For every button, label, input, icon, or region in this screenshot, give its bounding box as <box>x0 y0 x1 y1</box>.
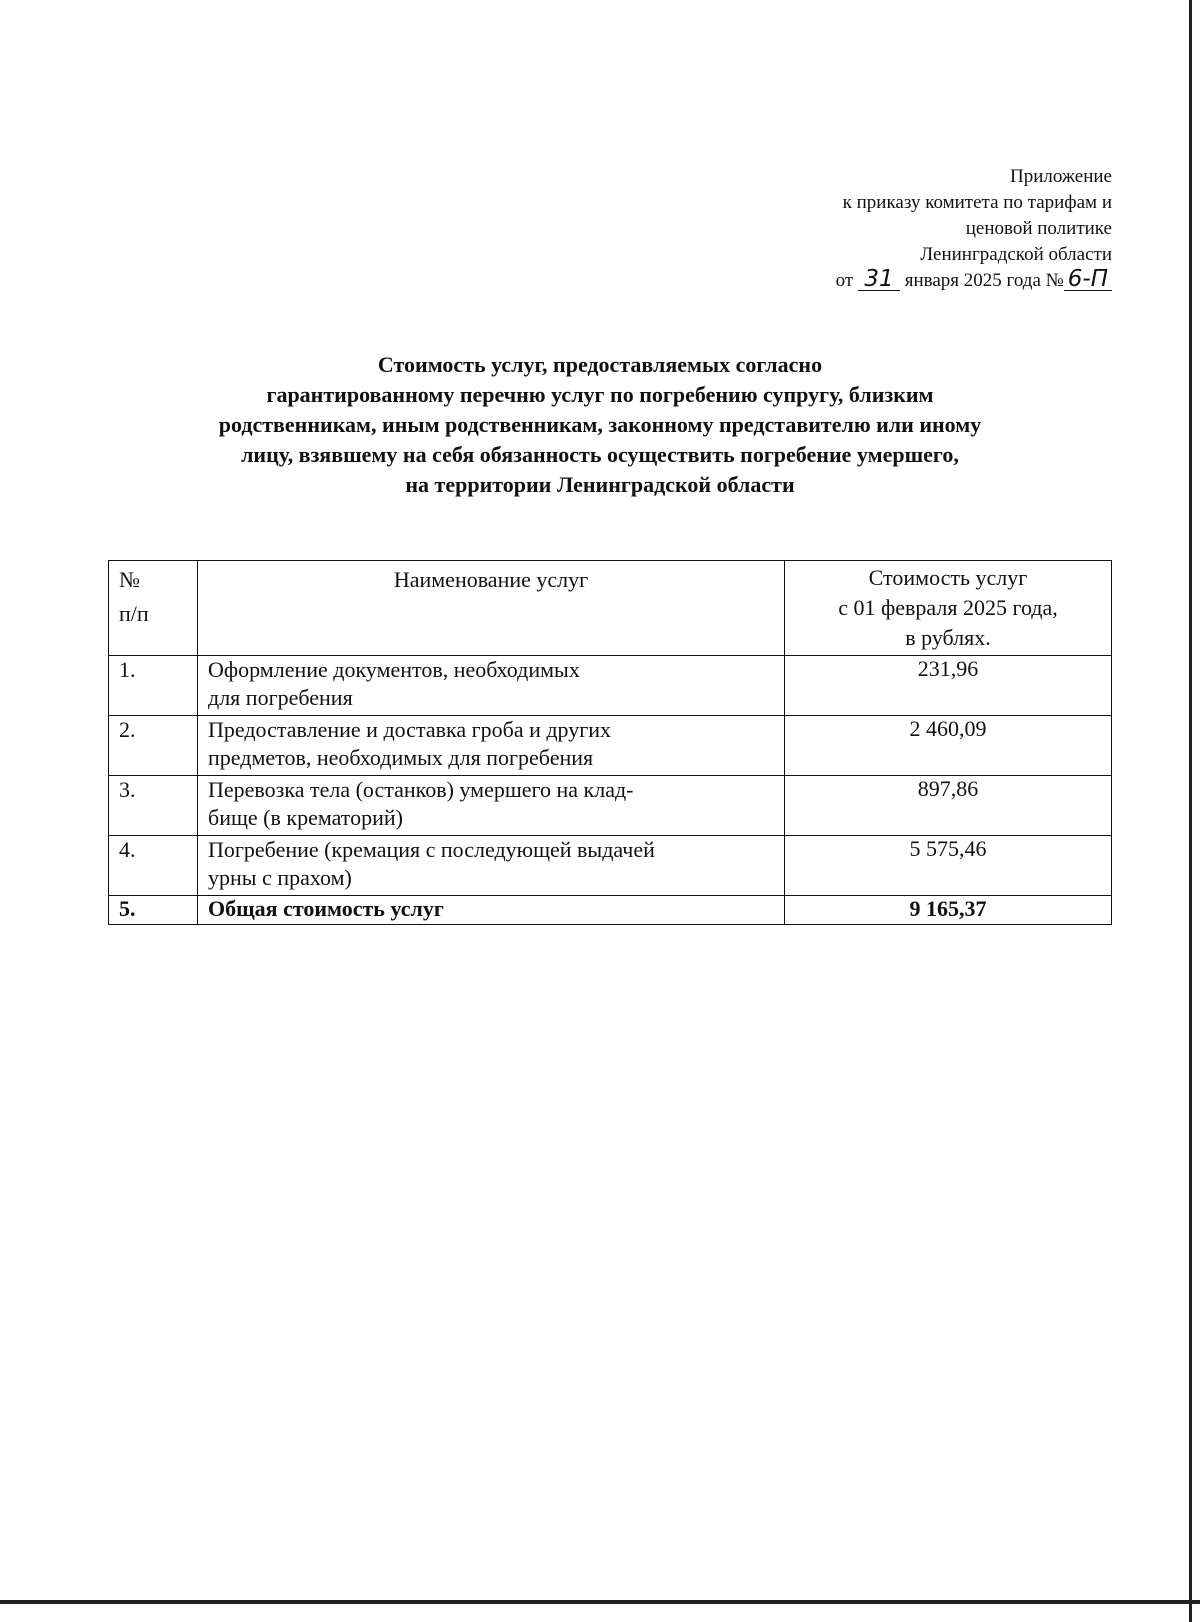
header-num-symbol: № <box>119 567 140 592</box>
table-row <box>109 716 1112 776</box>
header-cost-line-1: Стоимость услуг <box>868 565 1028 590</box>
row-name-line-1: Погребение (кремация с последующей выдачей <box>208 837 655 862</box>
header-name: Наименование услуг <box>198 561 785 656</box>
title-line-1: Стоимость услуг, предоставляемых согласно <box>377 352 823 377</box>
row-name-line-2: бище (в крематорий) <box>208 805 404 830</box>
row-name <box>198 656 785 716</box>
header-cost-line-3: в рублях. <box>905 625 991 650</box>
scan-edge-line <box>1189 0 1192 1622</box>
appendix-region-line: Ленинградской области <box>920 244 1112 265</box>
appendix-order-line: к приказу комитета по тарифам и <box>842 192 1112 213</box>
date-middle: января 2025 года № <box>904 270 1064 291</box>
table-header-row <box>109 561 1112 656</box>
row-cost: 897,86 <box>785 776 1112 836</box>
price-table <box>108 560 1112 925</box>
header-cost <box>785 561 1112 656</box>
total-cost: 9 165,37 <box>785 896 1112 925</box>
table-row <box>109 836 1112 896</box>
header-num <box>109 561 198 656</box>
title-line-5: на территории Ленинградской области <box>405 472 795 497</box>
row-name-line-1: Перевозка тела (останков) умершего на клад- <box>208 777 634 802</box>
row-num: 1. <box>109 656 198 716</box>
appendix-block <box>836 164 1112 294</box>
row-cost: 231,96 <box>785 656 1112 716</box>
appendix-date-line <box>836 268 1112 294</box>
title-line-4: лицу, взявшему на себя обязанность осуществить погребение умершего, <box>241 442 959 467</box>
row-num: 4. <box>109 836 198 896</box>
row-name-line-2: предметов, необходимых для погребения <box>208 745 594 770</box>
header-cost-line-2: с 01 февраля 2025 года, <box>838 595 1058 620</box>
document-title <box>100 350 1100 500</box>
row-name-line-1: Предоставление и доставка гроба и других <box>208 717 612 742</box>
date-prefix: от <box>835 270 854 291</box>
row-name-line-1: Оформление документов, необходимых <box>208 657 580 682</box>
row-name <box>198 716 785 776</box>
title-line-3: родственникам, иным родственникам, законному представителю или иному <box>218 412 982 437</box>
table-row <box>109 776 1112 836</box>
appendix-heading: Приложение <box>1010 166 1112 187</box>
handwritten-order-number: 6-П <box>1064 268 1112 291</box>
table-total-row <box>109 896 1112 925</box>
row-name <box>198 836 785 896</box>
row-cost: 5 575,46 <box>785 836 1112 896</box>
handwritten-day: 31 <box>858 268 900 291</box>
total-num: 5. <box>109 896 198 925</box>
total-label: Общая стоимость услуг <box>198 896 785 925</box>
row-name-line-2: для погребения <box>208 685 353 710</box>
row-num: 3. <box>109 776 198 836</box>
row-num: 2. <box>109 716 198 776</box>
row-cost: 2 460,09 <box>785 716 1112 776</box>
scan-bottom-line <box>0 1600 1200 1604</box>
title-line-2: гарантированному перечню услуг по погребению супругу, близким <box>266 382 934 407</box>
row-name-line-2: урны с прахом) <box>208 865 352 890</box>
table-row <box>109 656 1112 716</box>
header-num-label: п/п <box>119 601 149 626</box>
row-name <box>198 776 785 836</box>
appendix-policy-line: ценовой политике <box>965 218 1112 239</box>
